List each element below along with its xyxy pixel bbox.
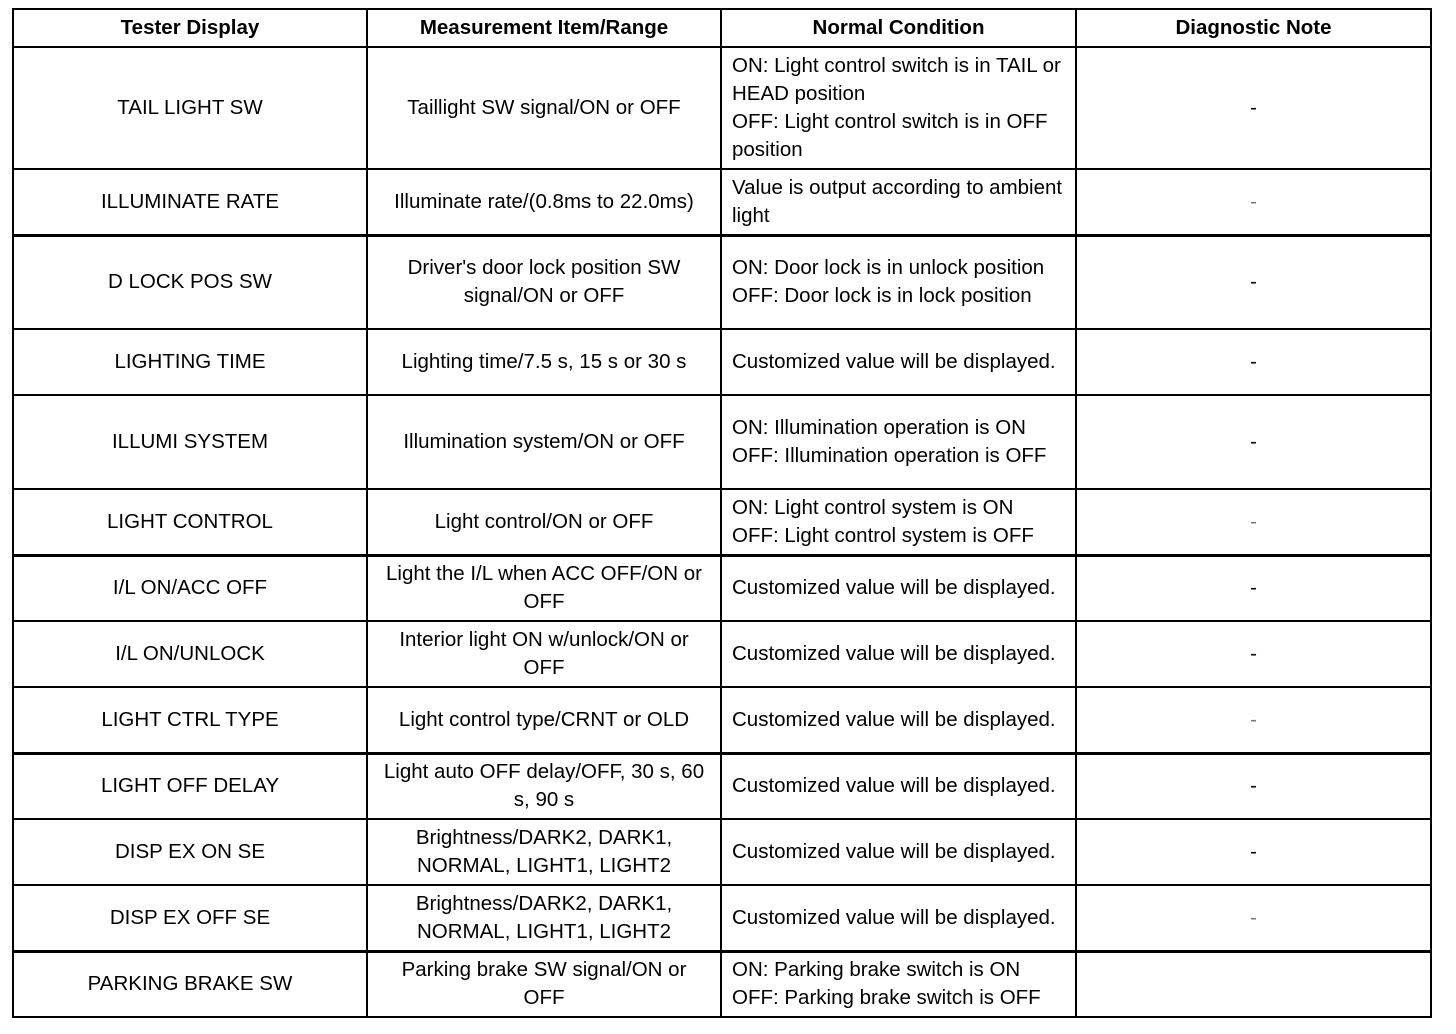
tester-display-cell: PARKING BRAKE SW [13,951,367,1017]
table-row [13,753,1431,819]
condition-cell [721,329,1076,395]
measurement-cell: Illuminate rate/(0.8ms to 22.0ms) [367,169,721,235]
tester-display-cell: LIGHT CTRL TYPE [13,687,367,753]
diagnostic-note-cell: - [1076,395,1431,489]
diagnostic-note-cell: - [1076,329,1431,395]
tester-display-cell: DISP EX OFF SE [13,885,367,951]
diagnostic-note-cell: - [1076,819,1431,885]
header-measurement-item: Measurement Item/Range [367,9,721,47]
condition-line: OFF: Illumination operation is OFF [732,444,1047,467]
header-diagnostic-note: Diagnostic Note [1076,9,1431,47]
diagnostic-note-cell: - [1076,753,1431,819]
condition-cell [721,951,1076,1017]
tester-display-cell: TAIL LIGHT SW [13,47,367,169]
condition-line: Customized value will be displayed. [732,707,1056,731]
table-row [13,489,1431,555]
condition-line: Value is output according to ambient light [732,175,1063,227]
condition-line: ON: Door lock is in unlock position [732,256,1045,280]
condition-cell [721,753,1076,819]
table-row [13,951,1431,1017]
table-row [13,47,1431,169]
tester-display-cell: I/L ON/UNLOCK [13,621,367,687]
condition-cell [721,885,1076,951]
table-row [13,885,1431,951]
measurement-cell: Interior light ON w/unlock/ON or OFF [367,621,721,687]
condition-cell [721,687,1076,753]
table-row [13,621,1431,687]
table-row [13,555,1431,621]
measurement-cell: Light control type/CRNT or OLD [367,687,721,753]
condition-line: OFF: Parking brake switch is OFF [732,986,1041,1010]
measurement-cell: Brightness/DARK2, DARK1, NORMAL, LIGHT1, LIGHT2 [367,885,721,951]
diagnostic-note-cell: - [1076,47,1431,169]
measurement-cell: Illumination system/ON or OFF [367,395,721,489]
measurement-cell: Driver's door lock position SW signal/ON or OFF [367,235,721,329]
condition-cell [721,47,1076,169]
table-row [13,169,1431,235]
condition-line: Customized value will be displayed. [732,905,1056,929]
condition-cell [721,555,1076,621]
tester-display-cell: LIGHTING TIME [13,329,367,395]
diagnostic-note-cell: - [1076,621,1431,687]
header-row [13,9,1431,47]
condition-line: Customized value will be displayed. [732,840,1056,863]
condition-line: ON: Light control system is ON [732,495,1014,519]
condition-cell [721,489,1076,555]
table-header [13,9,1431,47]
condition-line: Customized value will be displayed. [732,642,1056,665]
data-table [12,8,1432,1018]
condition-line: Customized value will be displayed. [732,576,1056,600]
measurement-cell: Light auto OFF delay/OFF, 30 s, 60 s, 90 s [367,753,721,819]
condition-line: Customized value will be displayed. [732,774,1056,798]
condition-cell [721,621,1076,687]
header-normal-condition: Normal Condition [721,9,1076,47]
diagnostic-note-cell: - [1076,555,1431,621]
condition-cell [721,819,1076,885]
table-body [13,47,1431,1017]
table-row [13,395,1431,489]
diagnostic-note-cell: - [1076,235,1431,329]
measurement-cell: Light control/ON or OFF [367,489,721,555]
measurement-cell: Parking brake SW signal/ON or OFF [367,951,721,1017]
diagnostic-note-cell: - [1076,489,1431,555]
measurement-cell: Lighting time/7.5 s, 15 s or 30 s [367,329,721,395]
condition-line: ON: Light control switch is in TAIL or HEAD position [732,54,1061,105]
tester-display-cell: ILLUMINATE RATE [13,169,367,235]
table-row [13,819,1431,885]
diagnostic-note-cell: - [1076,687,1431,753]
condition-cell [721,395,1076,489]
condition-line: Customized value will be displayed. [732,350,1056,373]
measurement-cell: Light the I/L when ACC OFF/ON or OFF [367,555,721,621]
tester-display-cell: ILLUMI SYSTEM [13,395,367,489]
condition-line: OFF: Door lock is in lock position [732,284,1032,308]
tester-display-cell: I/L ON/ACC OFF [13,555,367,621]
diagnostic-note-cell [1076,951,1431,1017]
tester-display-cell: LIGHT OFF DELAY [13,753,367,819]
condition-cell [721,169,1076,235]
table-row [13,235,1431,329]
diagnostic-note-cell: - [1076,885,1431,951]
condition-line: OFF: Light control switch is in OFF position [732,110,1048,161]
condition-line: OFF: Light control system is OFF [732,523,1034,547]
tester-display-cell: DISP EX ON SE [13,819,367,885]
measurement-cell: Brightness/DARK2, DARK1, NORMAL, LIGHT1, LIGHT2 [367,819,721,885]
table-row [13,687,1431,753]
table-row [13,329,1431,395]
diagnostic-note-cell: - [1076,169,1431,235]
measurement-cell: Taillight SW signal/ON or OFF [367,47,721,169]
header-tester-display: Tester Display [13,9,367,47]
condition-cell [721,235,1076,329]
condition-line: ON: Illumination operation is ON [732,416,1026,439]
tester-display-cell: D LOCK POS SW [13,235,367,329]
condition-line: ON: Parking brake switch is ON [732,958,1021,982]
tester-display-cell: LIGHT CONTROL [13,489,367,555]
